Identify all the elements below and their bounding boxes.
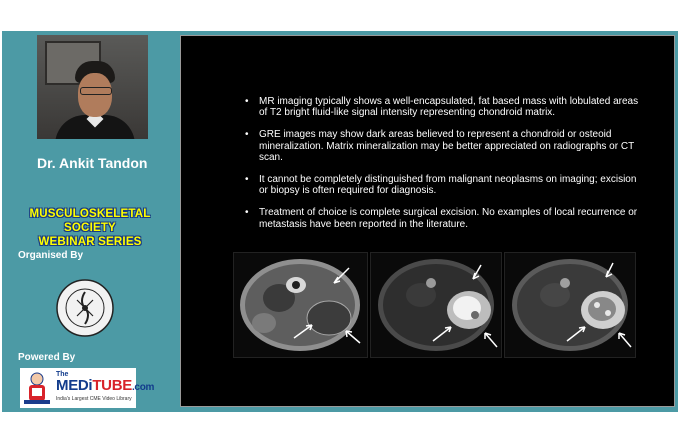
speaker-video bbox=[37, 35, 148, 139]
meditube-mascot-icon bbox=[22, 370, 52, 406]
meditube-logo[interactable] bbox=[20, 368, 155, 408]
mri-image-t1 bbox=[233, 252, 368, 358]
brand-main: MEDi bbox=[56, 377, 93, 394]
speaker-name: Dr. Ankit Tandon bbox=[37, 155, 148, 171]
meditube-brand bbox=[56, 377, 154, 394]
organised-by-label: Organised By bbox=[18, 250, 84, 261]
bullet-item: • MR imaging typically shows a well-encapsulated, fat based mass with lobulated areas of T2 bright fluid-like signal intensity representing chondroid matrix. bbox=[245, 96, 645, 118]
slide-bullet-list bbox=[245, 96, 645, 241]
brand-suffix: .com bbox=[131, 382, 155, 393]
mri-image-post-contrast bbox=[504, 252, 636, 358]
society-seal-logo bbox=[55, 278, 115, 338]
meditube-the: The bbox=[56, 371, 69, 378]
brand-accent: TUBE bbox=[92, 377, 132, 394]
meditube-tagline: India's Largest CME Video Library bbox=[56, 396, 132, 402]
society-title bbox=[6, 207, 174, 249]
mri-image-t2 bbox=[370, 252, 502, 358]
powered-by-label: Powered By bbox=[18, 352, 76, 363]
bullet-item: • Treatment of choice is complete surgical excision. No examples of local recurrence or metastasis have been reported in the literature. bbox=[245, 207, 645, 229]
bullet-item: • GRE images may show dark areas believed to represent a chondroid or osteoid mineralization. Matrix mineralization may be better appreciated on radiographs or CT scan. bbox=[245, 129, 645, 163]
bullet-item: • It cannot be completely distinguished from malignant neoplasms on imaging; excision or biopsy is often required for diagnosis. bbox=[245, 174, 645, 196]
society-title-line2: WEBINAR SERIES bbox=[38, 236, 142, 248]
society-title-line1: MUSCULOSKELETAL SOCIETY bbox=[29, 208, 151, 234]
